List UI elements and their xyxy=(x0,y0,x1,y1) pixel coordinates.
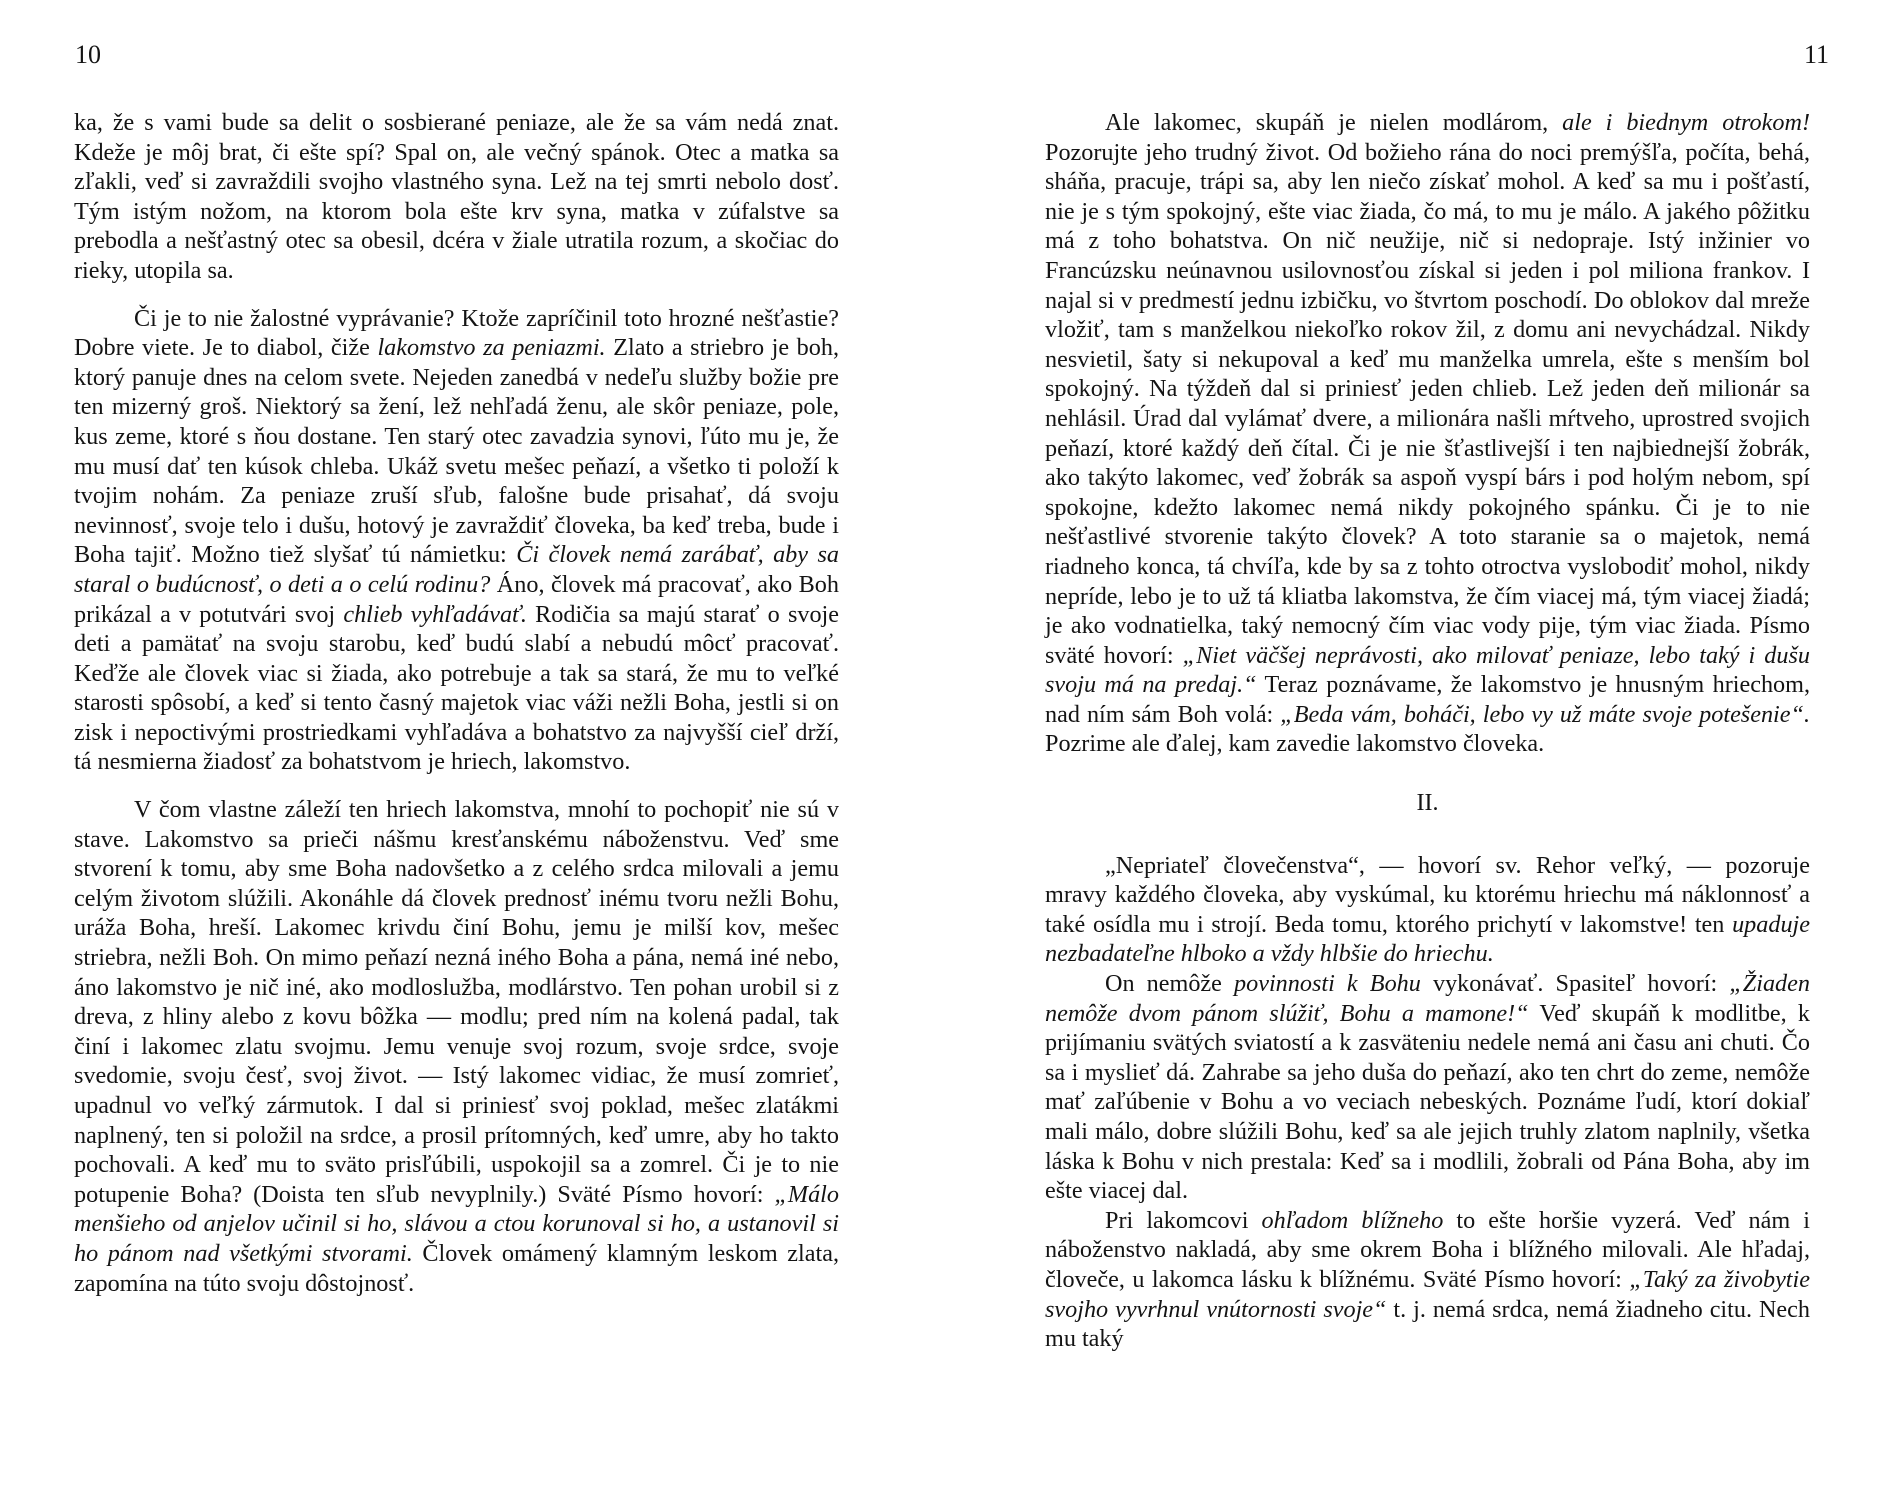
text-run: Či je to nie žalostné vyprávanie? Ktože zapríčinil toto hrozné nešťastie? Dobre viete. Je to diabol, čiže xyxy=(74,304,839,362)
section-heading: II. xyxy=(1416,790,1439,817)
italic-run: ohľadom blížneho xyxy=(1261,1206,1444,1234)
paragraph xyxy=(74,795,839,1298)
text-run: Pozrime ale ďalej, kam zavedie lakomstvo človeka. xyxy=(1045,730,1545,758)
text-run: „Nepriateľ človečenstva“, — hovorí sv. Rehor veľký, — pozoruje mravy každého človeka, aby vyskúmal, ku ktorému hriechu má náklonnosť a také osídla mu i strojí. Beda tomu, ktorého prichytí v lakomstve! ten xyxy=(1045,851,1810,938)
page-number-left: 10 xyxy=(75,40,101,69)
page-number-right: 11 xyxy=(1803,40,1829,69)
text-run: to ešte horšie vyzerá. Veď nám i náboženstvo nakladá, aby sme okrem Boha i blížného milovali. Ale hľadaj, človeče, u lakomca lásku k blížnému. Sväté Písmo hovorí: xyxy=(1045,1206,1811,1293)
left-text-column xyxy=(74,108,839,1298)
paragraph xyxy=(74,108,839,286)
paragraph xyxy=(1045,108,1810,759)
text-run: ka, že s vami bude sa delit o sosbierané peniaze, ale že sa vám nedá znat. Kdeže je môj brat, či ešte spí? Spal on, ale večný spánok. Otec a matka sa zľakli, veď si zavraždili svojho vlastného syna. Lež na tej smrti nebolo dosť. Tým istým nožom, na ktorom bola ešte krv syna, matka v zúfalstve sa prebodla a nešťastný otec sa obesil, dcéra v žiale utratila rozum, a skočiac do rieky, utopila sa. xyxy=(74,109,839,284)
italic-run: „Žiaden nemôže dvom pánom slúžiť, Bohu a mamone!“ xyxy=(1045,970,1810,1027)
paragraph xyxy=(1045,1206,1810,1354)
text-run: Teraz poznávame, že lakomstvo je hnusným hriechom, nad ním sám Boh volá: xyxy=(1045,671,1810,728)
paragraph xyxy=(74,304,839,778)
italic-run: ale i biednym otrokom! xyxy=(1562,109,1810,136)
text-run: Pozorujte jeho trudný život. Od božieho rána do noci premýšľa, počíta, behá, sháňa, pracuje, trápi sa, aby len niečo získať mohol. A keď sa mu i pošťastí, nie je s tým spokojný, ešte viac žiada, čo má, to mu je málo. A jakého pôžitku má z toho bohatstva. On nič neužije, nič si nedopraje. Istý inžinier vo Francúzsku neúnavnou usilovnosťou získal si jeden i pol miliona frankov. I najal si v predmestí jednu izbičku, vo štvrtom poschodí. Do oblokov dal mreže vložiť, tam s manželkou niekoľko rokov žil, z domu ani nevychádzal. Nikdy nesvietil, šaty si nekupoval a keď mu manželka umrela, ešte s menším bol spokojný. Na týždeň dal si priniesť jeden chlieb. Lež jeden deň milionár sa nehlásil. Úrad dal vylámať dvere, a milionára našli mŕtveho, uprostred svojich peňazí, ktoré každý deň čítal. Či je nie šťastlivejší i ten najbiednejší žobrák, ako takýto lakomec, veď žobrák sa aspoň vyspí bárs i pod holým nebom, spí spokojne, kdežto lakomec nemá nikdy pokojného spánku. Či je to nie nešťastlivé stvorenie takýto človek? A toto staranie sa o majetok, nemá riadneho konca, tá chvíľa, kde by sa z tohto otroctva vyslobodiť mohol, nikdy nepríde, lebo je to už tá kliatba lakomstva, že čím viacej má, tým viacej žiadá; je ako vodnatielka, taký nemocný čím viac vody pije, tým viac žiada. Písmo sväté hovorí: xyxy=(1045,138,1810,669)
text-run: Pri lakomcovi xyxy=(1105,1206,1262,1234)
text-run: Ale lakomec, skupáň je nielen modlárom, xyxy=(1105,109,1563,136)
italic-run: lakomstvo za peniazmi. xyxy=(377,334,606,362)
text-run: t. j. nemá srdca, nemá žiadneho citu. Nech mu taký xyxy=(1045,1295,1810,1353)
right-page xyxy=(1000,0,1904,1500)
text-run: V čom vlastne záleží ten hriech lakomstva, mnohí to pochopiť nie sú v stave. Lakomstvo sa prieči nášmu kresťanskému náboženstvu. Veď sme stvorení k tomu, aby sme Boha nadovšetko a z celého srdca milovali a jemu celým životom slúžili. Akonáhle dá človek prednosť inému tvoru nežli Bohu, uráža Boha, hreší. Lakomec krivdu činí Bohu, jemu je milší kov, mešec striebra, nežli Boh. On mimo peňazí nezná iného Boha a pána, nemá iné nebo, áno lakomstvo je nič iné, ako modloslužba, modlárstvo. Ten pohan urobil si z dreva, z hliny alebo z kovu bôžka — modlu; pred ním na kolená padal, tak činí i lakomec zlatu svojmu. Jemu venuje svoj rozum, svoje srdce, svoje svedomie, svoju česť, svoj život. — Istý lakomec vidiac, že musí zomrieť, upadnul vo veľký zármutok. I dal si priniesť svoj poklad, mešec zlatákmi naplnený, ten si položil na srdce, a prosil prítomných, keď umre, aby ho takto pochovali. A keď mu to sväto prisľúbili, uspokojil sa a zomrel. Či je to nie potupenie Boha? (Doista ten sľub nevyplnily.) Sväté Písmo hovorí: xyxy=(74,796,839,1208)
italic-run: chlieb vyhľadávať. xyxy=(343,600,527,628)
italic-run: upaduje nezbadateľne hlboko a vždy hlbšie do hriechu. xyxy=(1045,910,1810,968)
italic-run: Či človek nemá zarábať, aby sa staral o budúcnosť, o deti a o celú rodinu? xyxy=(74,541,839,598)
italic-run: „Taký za živobytie svojho vyvrhnul vnútornosti svoje“ xyxy=(1045,1265,1810,1323)
text-run: Rodičia sa majú starať o svoje deti a pamätať na svoju starobu, keď budú slabí a nebudú môcť pracovať. Keďže ale človek viac si žiada, ako potrebuje a tak sa stará, že mu to veľké starosti spôsobí, a keď si tento časný majetok viac váži nežli Boha, jestli si on zisk i nepoctivými prostriedkami vyhľadáva a bohatstvo za najvyšší cieľ drží, tá nesmierna žiadosť za bohatstvom je hriech, lakomstvo. xyxy=(74,600,839,776)
text-run: vykonávať. Spasiteľ hovorí: xyxy=(1420,970,1730,998)
text-run: Zlato a striebro je boh, ktorý panuje dnes na celom svete. Nejeden zanedbá v nedeľu služby božie pre ten mizerný groš. Niektorý sa žení, lež nehľadá ženu, ale skôr peniaze, pole, kus zeme, ktoré s ňou dostane. Ten starý otec zavadzia synovi, ľúto mu je, že mu musí dať ten kúsok chleba. Ukáž svetu mešec peňazí, a všetko ti položí k tvojim nohám. Za peniaze zruší sľub, falošne bude prisahať, dá svoju nevinnosť, svoje telo i dušu, hotový je zavraždiť človeka, ba keď treba, bude i Boha tajiť. Možno tiež slyšať tú námietku: xyxy=(74,334,840,569)
italic-run: „Beda vám, boháči, lebo vy už máte svoje potešenie“. xyxy=(1280,700,1810,728)
left-page xyxy=(0,0,900,1500)
paragraph xyxy=(1045,969,1810,1206)
text-run: Áno, človek má pracovať, ako Boh prikázal a v potutvári svoj xyxy=(74,570,839,628)
right-text-column xyxy=(1045,108,1810,1354)
italic-run: povinnosti k Bohu xyxy=(1234,970,1421,998)
italic-run: „Málo menšieho od anjelov učinil si ho, slávou a ctou korunoval si ho, a ustanovil si ho pánom nad všetkými stvorami. xyxy=(74,1180,839,1267)
paragraph xyxy=(1045,851,1810,969)
text-run: Človek omámený klamným leskom zlata, zapomína na túto svoju dôstojnosť. xyxy=(74,1239,840,1297)
italic-run: „Niet väčšej neprávosti, ako milovať peniaze, lebo taký i dušu svoju má na predaj.“ xyxy=(1045,641,1810,699)
text-run: Veď skupáň k modlitbe, k prijímaniu svätých sviatostí a k zasväteniu nedele nemá ani času ani chuti. Čo sa i myslieť dá. Zahrabe sa jeho duša do peňazí, ako ten chrt do zeme, nemôže mať zaľúbenie v Bohu a vo veciach nebeských. Poznáme ľudí, ktorí dokiaľ mali málo, dobre slúžili Bohu, keď sa ale jejich truhly zlatom naplnily, všetka láska k Bohu v nich prestala: Keď sa i modlili, žobrali od Pána Boha, aby im ešte viacej dal. xyxy=(1045,999,1810,1205)
text-run: On nemôže xyxy=(1105,970,1235,998)
